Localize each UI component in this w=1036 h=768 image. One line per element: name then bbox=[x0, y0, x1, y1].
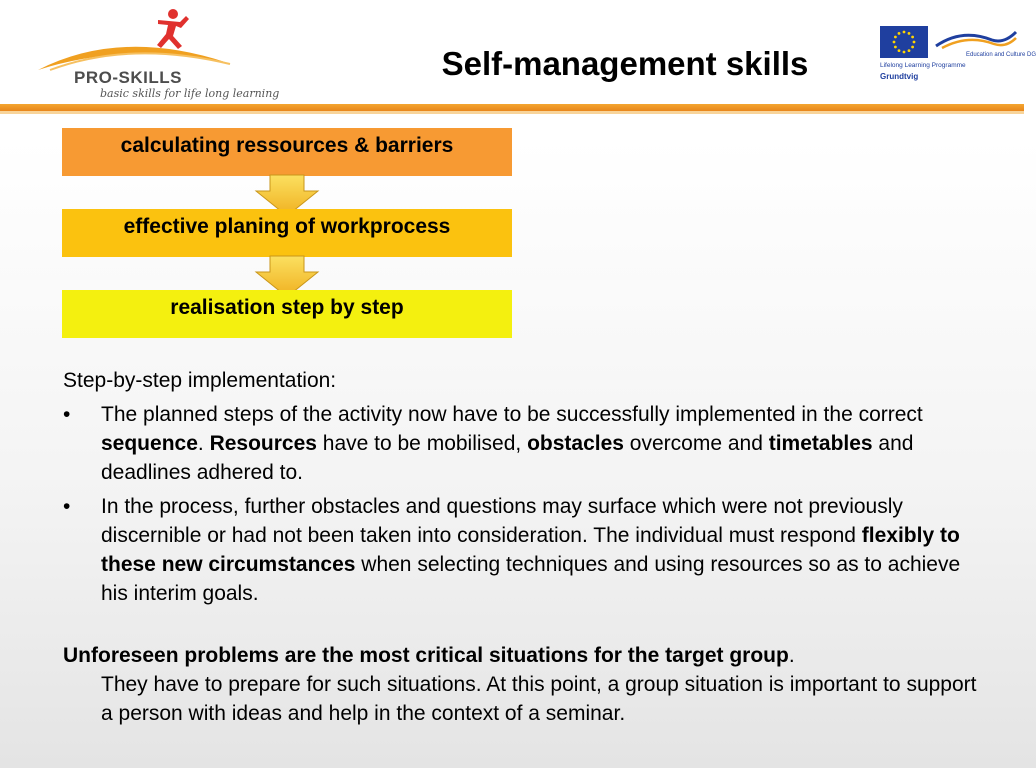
eu-programme-label: Lifelong Learning Programme bbox=[880, 62, 966, 69]
page-title: Self-management skills bbox=[441, 45, 809, 82]
header-divider bbox=[0, 104, 1024, 111]
closing-emphasis: Unforeseen problems are the most critical situations for the target group bbox=[63, 644, 789, 667]
bullet-marker: • bbox=[63, 495, 71, 518]
bullet-item: • The planned steps of the activity now have to be successfully implemented in the correct sequence. Resources have to be mobilised, obstacles overcome and timetables and deadlines adhered to. bbox=[63, 400, 983, 487]
eu-flag-icon bbox=[880, 26, 928, 58]
flow-step-calculating: calculating ressources & barriers bbox=[62, 128, 512, 176]
slide-header bbox=[0, 0, 1036, 104]
bullet-marker: • bbox=[63, 403, 71, 426]
header-divider-highlight bbox=[0, 111, 1024, 114]
logo-tagline: basic skills for life long learning bbox=[100, 87, 280, 100]
bullet-item: • In the process, further obstacles and questions may surface which were not previously discernible or had not been taken into consideration. The individual must respond flexibly to these new circumstances when selecting techniques and using resources so as to achieve his interim goals. bbox=[63, 492, 983, 608]
education-swoosh-icon bbox=[932, 26, 1018, 52]
running-figure-icon bbox=[157, 9, 189, 49]
flow-step-realisation: realisation step by step bbox=[62, 290, 512, 338]
eu-logo-block bbox=[876, 24, 1036, 88]
logo-name: PRO-SKILLS bbox=[74, 68, 182, 87]
eu-grundtvig-label: Grundtvig bbox=[880, 72, 919, 81]
intro-text: Step-by-step implementation: bbox=[63, 369, 337, 392]
flow-step-planning: effective planing of workprocess bbox=[62, 209, 512, 257]
pro-skills-logo bbox=[30, 6, 280, 100]
eu-dg-label: Education and Culture DG bbox=[966, 52, 1036, 58]
closing-text: They have to prepare for such situations. At this point, a group situation is important to support a person with ideas and help in the context of a seminar. bbox=[101, 673, 977, 725]
closing-paragraph: Unforeseen problems are the most critical situations for the target group. They have to prepare for such situations. At this point, a group situation is important to support a person with ideas and help in the context of a seminar. bbox=[63, 641, 983, 728]
slide-body bbox=[63, 366, 983, 728]
